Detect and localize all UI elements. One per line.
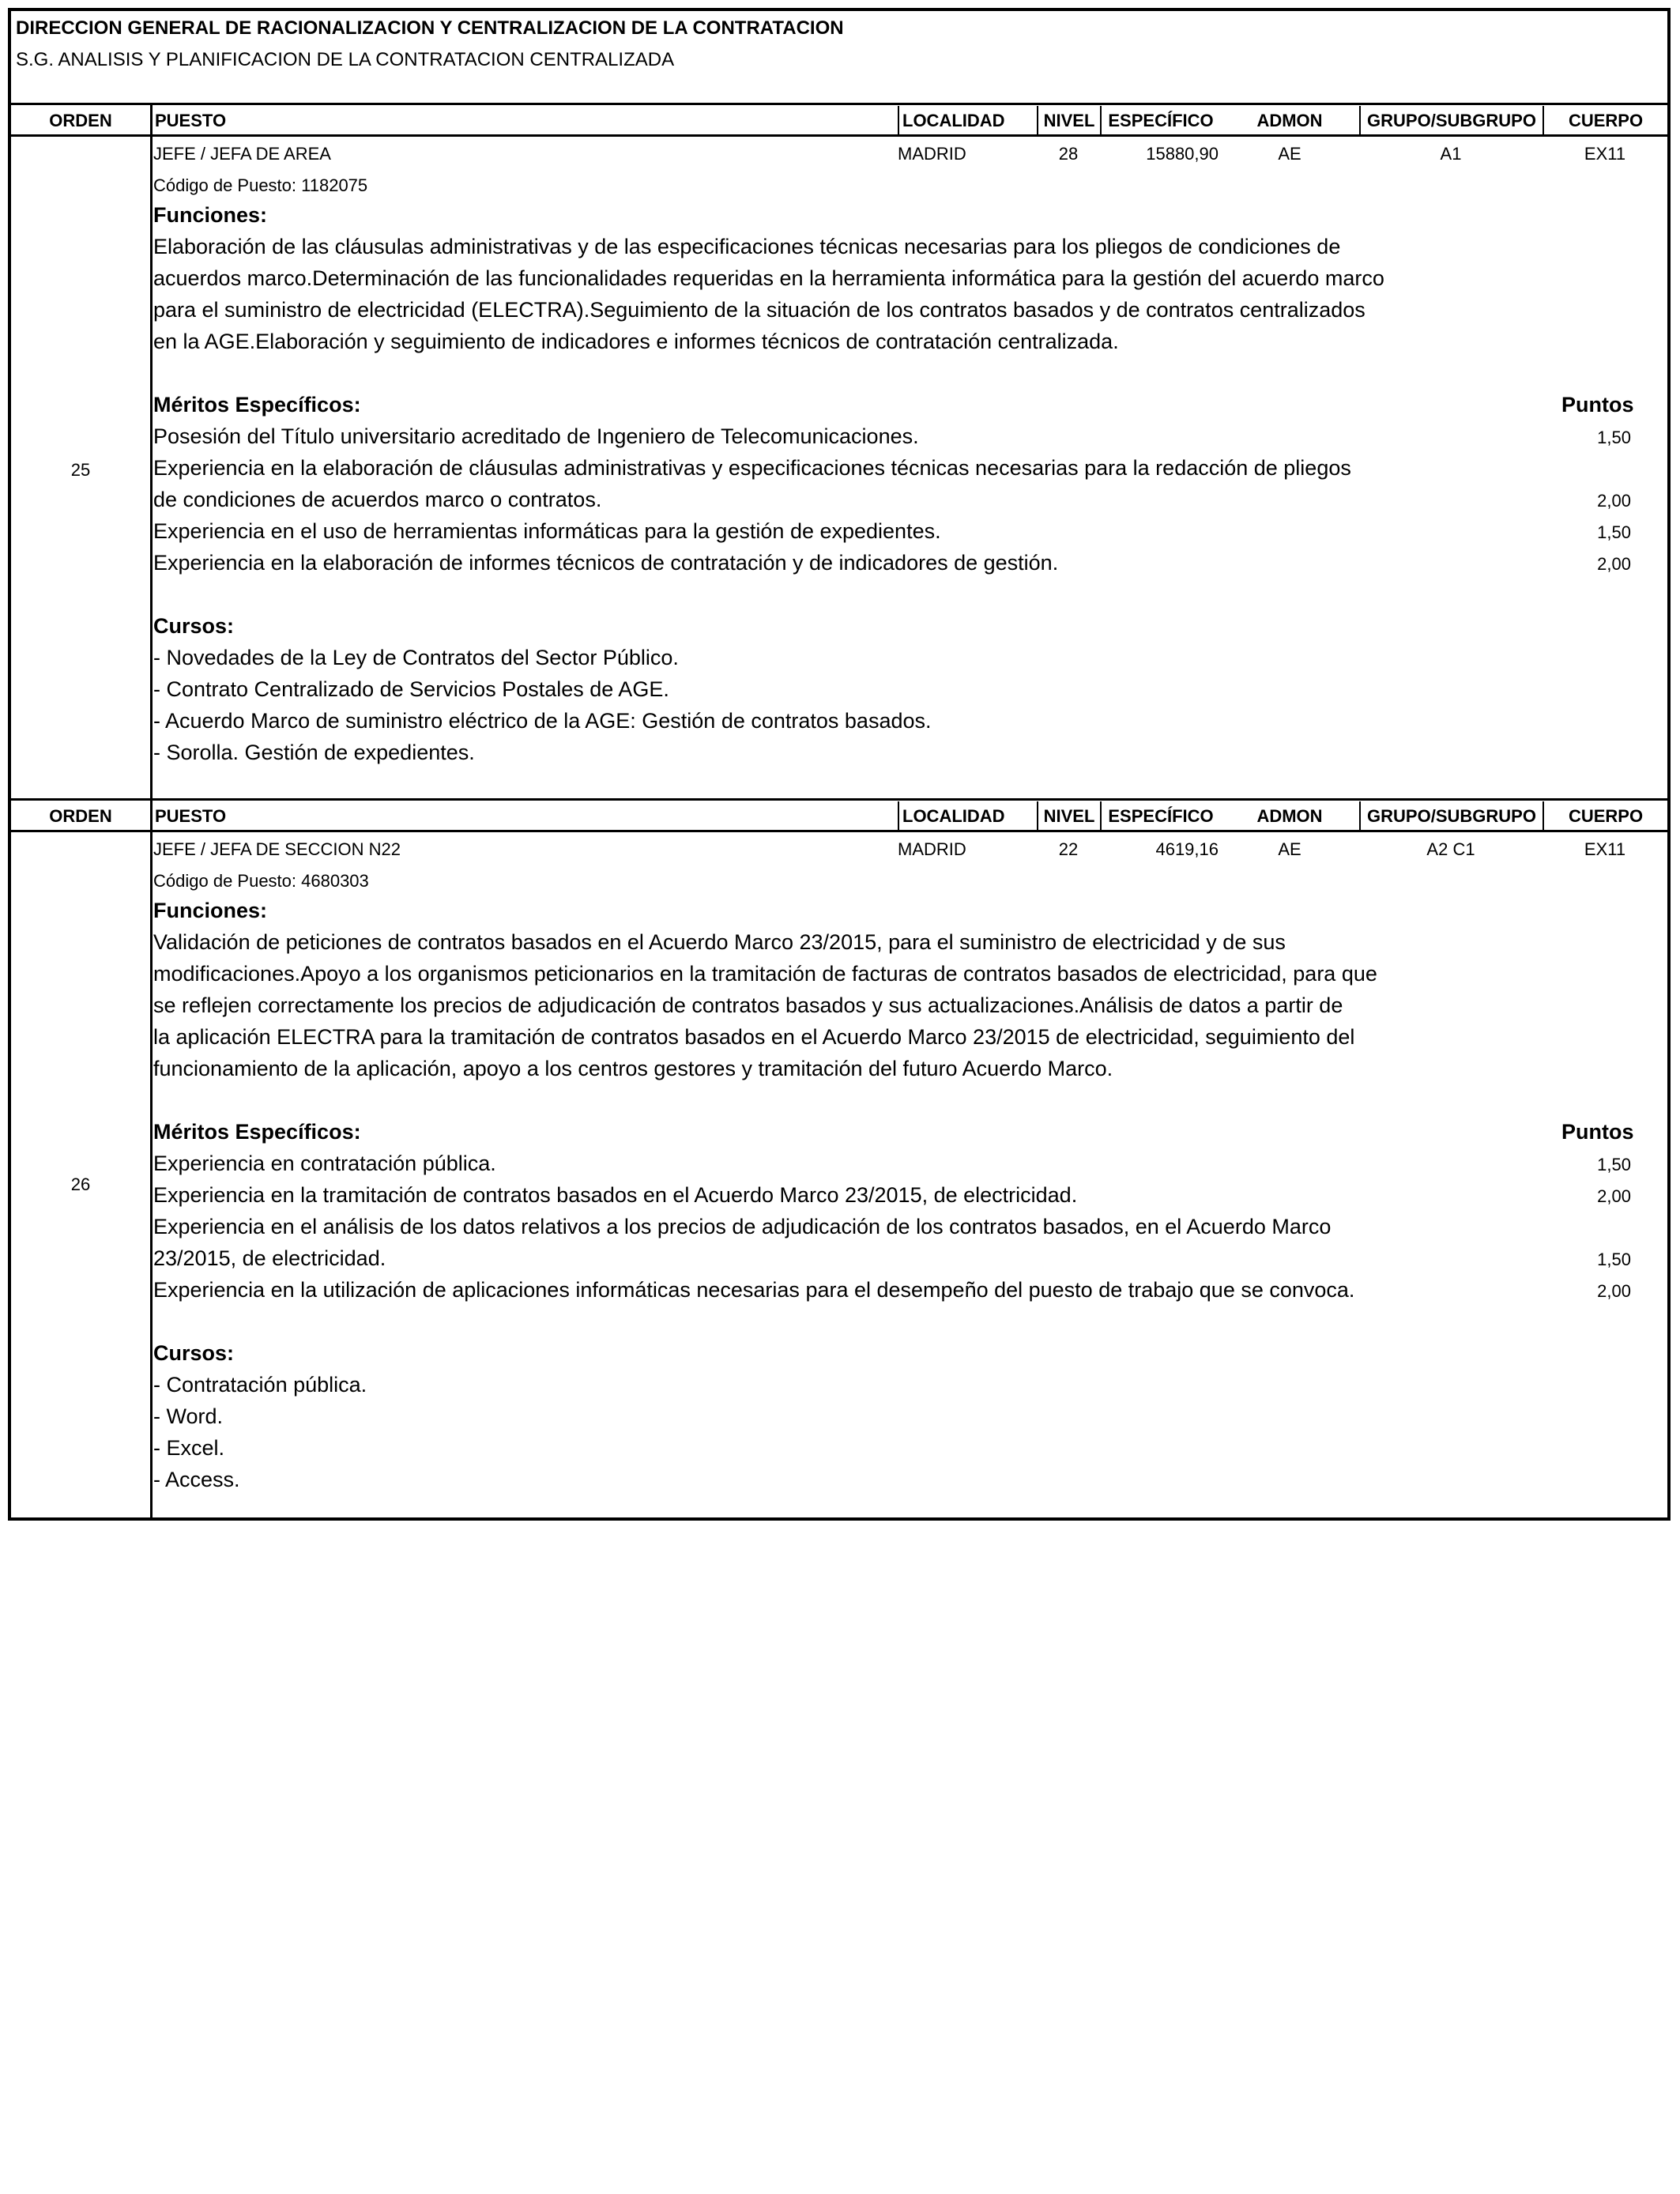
- col-header-puesto: PUESTO: [150, 801, 898, 830]
- merito-puntos: 2,00: [1597, 554, 1631, 574]
- col-header-nivel: NIVEL: [1037, 801, 1100, 830]
- col-header-orden: ORDEN: [49, 806, 112, 826]
- funciones-line: funcionamiento de la aplicación, apoyo a los centros gestores y tramitación del futuro Acuerdo Marco.: [153, 1057, 1113, 1080]
- col-header-puesto: PUESTO: [150, 106, 898, 134]
- admon-value: AE: [1278, 839, 1301, 859]
- localidad-value: MADRID: [898, 839, 966, 859]
- col-header-orden: ORDEN: [49, 111, 112, 130]
- especifico-value: 15880,90: [1146, 144, 1219, 164]
- divider: [11, 830, 1667, 832]
- col-header-cuerpo: CUERPO: [1543, 106, 1667, 134]
- orden-number: 25: [70, 460, 91, 480]
- nivel-value: 22: [1058, 839, 1079, 859]
- merito-line: Posesión del Título universitario acreditado de Ingeniero de Telecomunicaciones.: [153, 424, 919, 448]
- cuerpo-value: EX11: [1584, 144, 1626, 164]
- merito-puntos: 2,00: [1597, 1186, 1631, 1206]
- merito-line: Experiencia en el uso de herramientas informáticas para la gestión de expedientes.: [153, 519, 941, 543]
- puntos-heading: Puntos: [1561, 1120, 1634, 1144]
- funciones-line: se reflejen correctamente los precios de adjudicación de contratos basados y sus actualizaciones.Análisis de datos a partir de: [153, 993, 1343, 1017]
- puntos-heading: Puntos: [1561, 393, 1634, 417]
- merito-line: Experiencia en la elaboración de cláusulas administrativas y especificaciones técnicas necesarias para la redacción de pliegos: [153, 456, 1351, 480]
- puesto-name: JEFE / JEFA DE AREA: [153, 144, 331, 164]
- merito-line: Experiencia en contratación pública.: [153, 1152, 496, 1175]
- grupo-value: A2 C1: [1426, 839, 1475, 859]
- funciones-line: la aplicación ELECTRA para la tramitación de contratos basados en el Acuerdo Marco 23/2015 de electricidad, seguimiento del: [153, 1025, 1355, 1049]
- col-header-grupo: GRUPO/SUBGRUPO: [1359, 801, 1543, 830]
- divider: [11, 134, 1667, 137]
- funciones-line: acuerdos marco.Determinación de las funcionalidades requeridas en la herramienta informática para la gestión del acuerdo marco: [153, 266, 1384, 290]
- codigo-puesto: Código de Puesto: 1182075: [153, 175, 368, 195]
- funciones-line: para el suministro de electricidad (ELECTRA).Seguimiento de la situación de los contratos basados y de contratos centralizados: [153, 298, 1365, 322]
- merito-puntos: 1,50: [1597, 1250, 1631, 1269]
- cursos-heading: Cursos:: [153, 614, 235, 638]
- merito-line: Experiencia en el análisis de los datos relativos a los precios de adjudicación de los contratos basados, en el Acuerdo Marco: [153, 1215, 1332, 1238]
- col-header-nivel: NIVEL: [1037, 106, 1100, 134]
- meritos-heading: Méritos Específicos:: [153, 393, 361, 417]
- funciones-line: modificaciones.Apoyo a los organismos peticionarios en la tramitación de facturas de contratos basados de electricidad, para que: [153, 962, 1377, 986]
- curso-item: - Access.: [153, 1468, 240, 1491]
- curso-item: - Excel.: [153, 1436, 225, 1460]
- divider: [11, 798, 1667, 801]
- funciones-heading: Funciones:: [153, 899, 268, 922]
- divider: [11, 103, 1667, 105]
- merito-line: Experiencia en la elaboración de informes técnicos de contratación y de indicadores de gestión.: [153, 551, 1059, 575]
- col-header-especifico: ESPECÍFICO: [1100, 801, 1220, 830]
- orden-column-divider: [150, 104, 153, 800]
- funciones-line: Validación de peticiones de contratos basados en el Acuerdo Marco 23/2015, para el suministro de electricidad y de sus: [153, 930, 1286, 954]
- orden-number: 26: [70, 1174, 91, 1194]
- col-header-cuerpo: CUERPO: [1543, 801, 1667, 830]
- document-title: DIRECCION GENERAL DE RACIONALIZACION Y CENTRALIZACION DE LA CONTRATACION: [16, 17, 844, 39]
- meritos-heading: Méritos Específicos:: [153, 1120, 361, 1144]
- curso-item: - Acuerdo Marco de suministro eléctrico de la AGE: Gestión de contratos basados.: [153, 709, 932, 733]
- col-header-admon: ADMON: [1256, 111, 1323, 130]
- grupo-value: A1: [1440, 144, 1462, 164]
- col-header-admon: ADMON: [1256, 806, 1323, 826]
- merito-line: de condiciones de acuerdos marco o contratos.: [153, 488, 602, 511]
- curso-item: - Contrato Centralizado de Servicios Postales de AGE.: [153, 677, 669, 701]
- document-frame: [8, 8, 1671, 1521]
- puesto-name: JEFE / JEFA DE SECCION N22: [153, 839, 401, 859]
- funciones-heading: Funciones:: [153, 203, 268, 227]
- localidad-value: MADRID: [898, 144, 966, 164]
- col-header-especifico: ESPECÍFICO: [1100, 106, 1220, 134]
- funciones-line: Elaboración de las cláusulas administrativas y de las especificaciones técnicas necesarias para los pliegos de condiciones de: [153, 235, 1341, 258]
- col-header-grupo: GRUPO/SUBGRUPO: [1359, 106, 1543, 134]
- codigo-puesto: Código de Puesto: 4680303: [153, 871, 369, 891]
- especifico-value: 4619,16: [1155, 839, 1219, 859]
- document-subtitle: S.G. ANALISIS Y PLANIFICACION DE LA CONTRATACION CENTRALIZADA: [16, 49, 675, 70]
- merito-puntos: 2,00: [1597, 1281, 1631, 1301]
- merito-puntos: 1,50: [1597, 522, 1631, 542]
- merito-puntos: 2,00: [1597, 491, 1631, 511]
- curso-item: - Word.: [153, 1404, 224, 1428]
- curso-item: - Contratación pública.: [153, 1373, 367, 1397]
- merito-puntos: 1,50: [1597, 428, 1631, 447]
- col-header-localidad: LOCALIDAD: [898, 801, 1037, 830]
- orden-column-divider: [150, 800, 153, 1519]
- col-header-localidad: LOCALIDAD: [898, 106, 1037, 134]
- merito-puntos: 1,50: [1597, 1155, 1631, 1174]
- merito-line: Experiencia en la utilización de aplicaciones informáticas necesarias para el desempeño del puesto de trabajo que se convoca.: [153, 1278, 1355, 1302]
- curso-item: - Novedades de la Ley de Contratos del Sector Público.: [153, 646, 679, 669]
- funciones-line: en la AGE.Elaboración y seguimiento de indicadores e informes técnicos de contratación centralizada.: [153, 330, 1119, 353]
- cuerpo-value: EX11: [1584, 839, 1626, 859]
- cursos-heading: Cursos:: [153, 1341, 235, 1365]
- curso-item: - Sorolla. Gestión de expedientes.: [153, 741, 475, 764]
- admon-value: AE: [1278, 144, 1301, 164]
- merito-line: 23/2015, de electricidad.: [153, 1246, 386, 1270]
- nivel-value: 28: [1058, 144, 1079, 164]
- merito-line: Experiencia en la tramitación de contratos basados en el Acuerdo Marco 23/2015, de electricidad.: [153, 1183, 1078, 1207]
